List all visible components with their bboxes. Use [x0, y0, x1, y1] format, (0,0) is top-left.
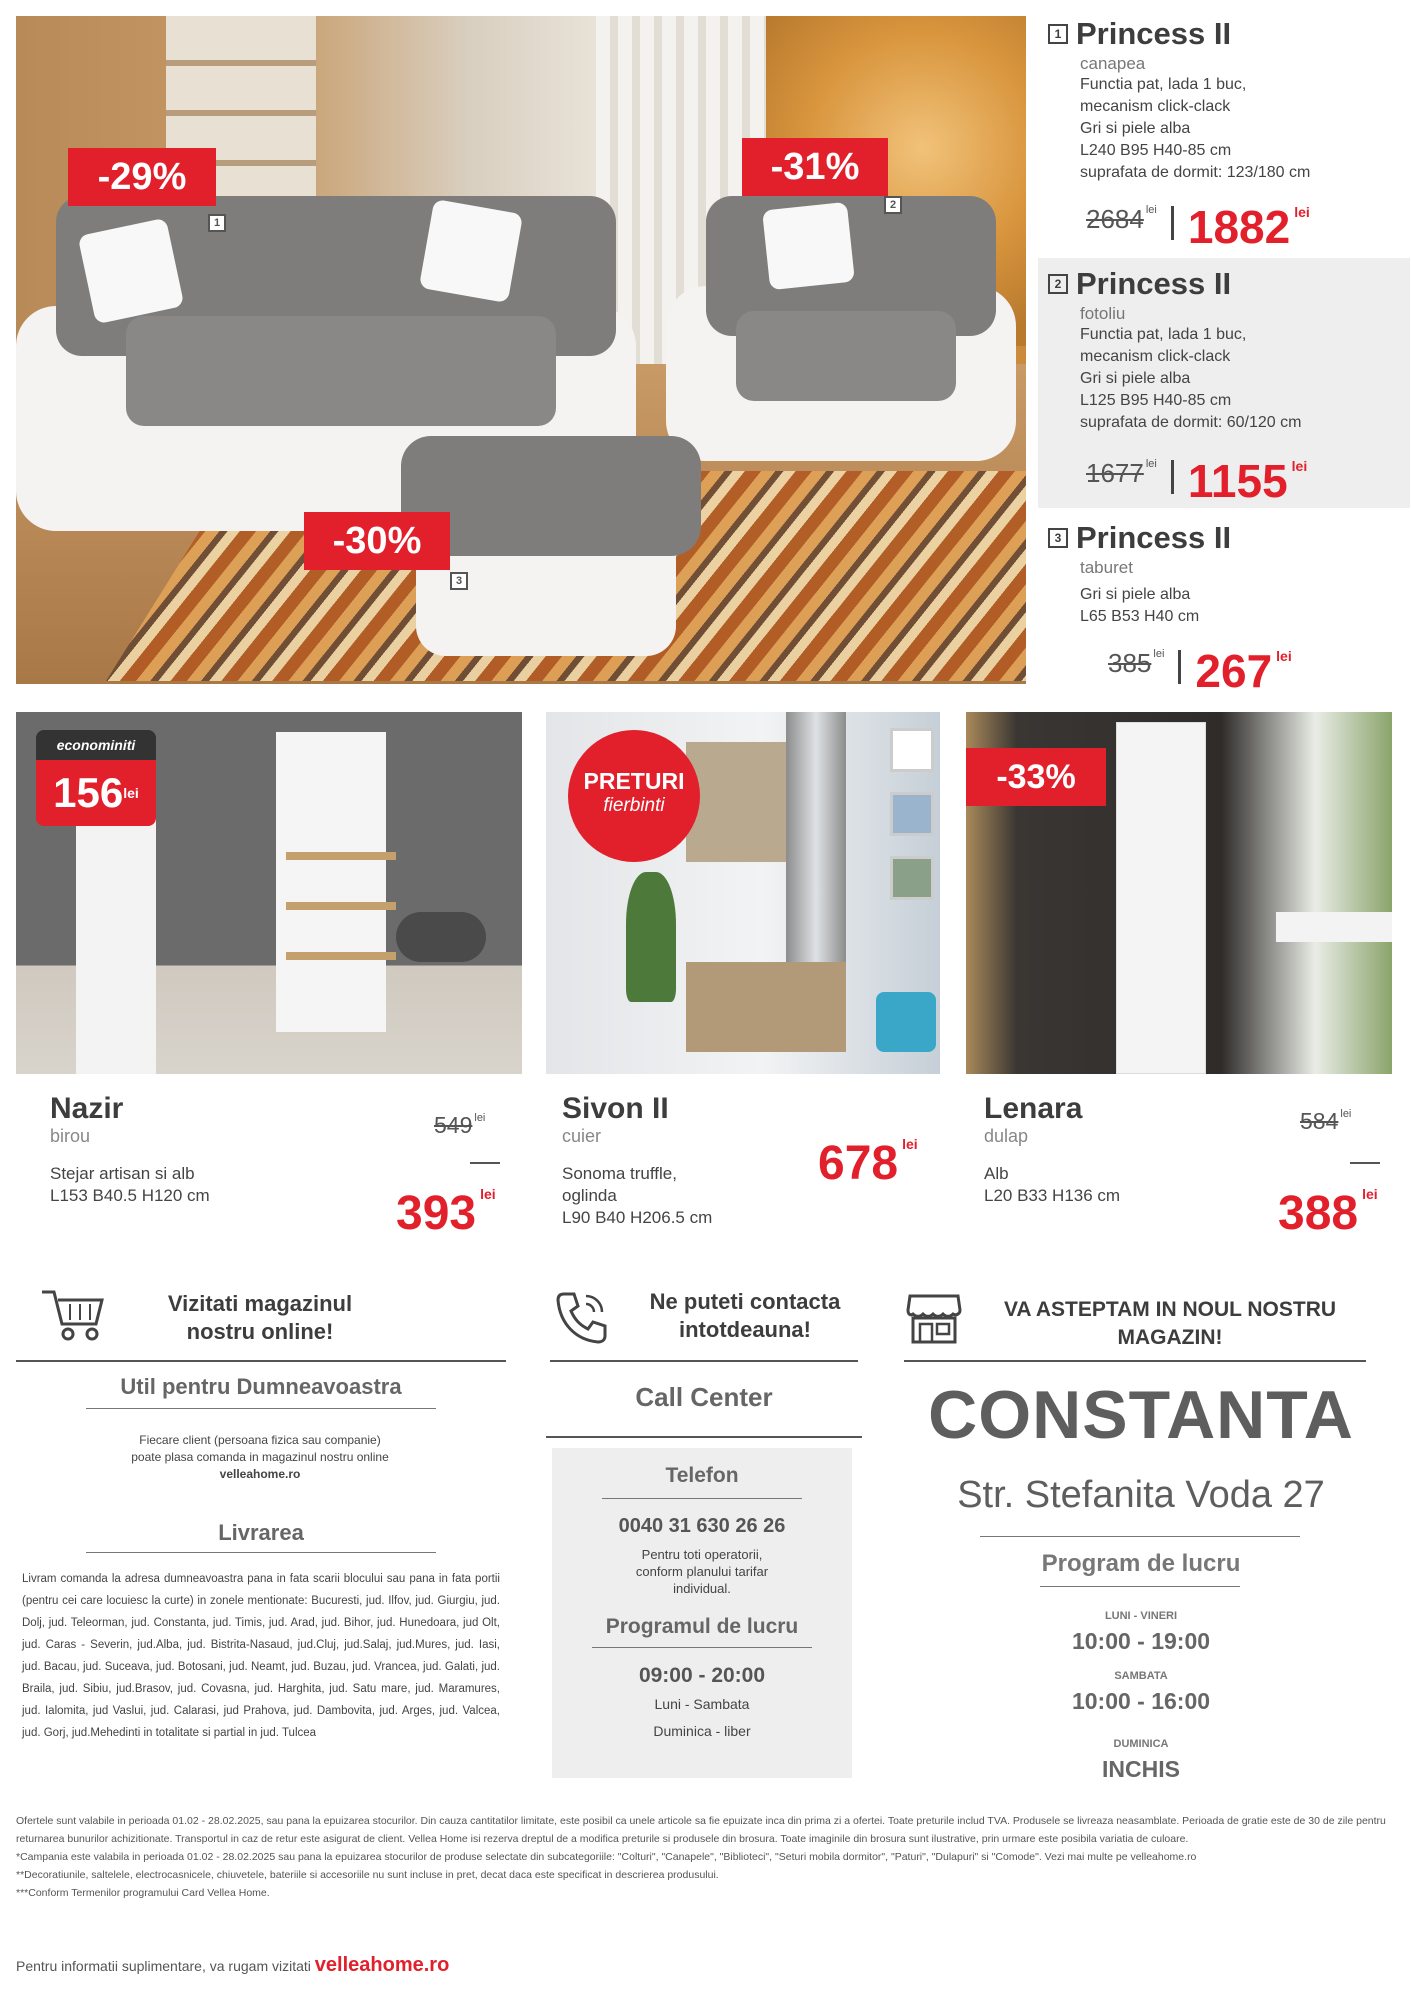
product-lenara — [984, 1092, 1394, 1242]
divider — [980, 1536, 1300, 1537]
price-dash — [470, 1162, 500, 1164]
plant — [626, 872, 676, 1002]
store-program-title: Program de lucru — [1041, 1550, 1241, 1577]
livrare-title: Livrarea — [218, 1520, 304, 1545]
legal-text — [16, 1812, 1396, 1902]
divider — [86, 1408, 436, 1409]
sunday-label: DUMINICA — [1113, 1738, 1169, 1750]
product-number: 1 — [1048, 24, 1068, 44]
program-sunday: Duminica - liber — [653, 1723, 751, 1739]
product-name: Sivon II — [562, 1092, 669, 1125]
desc-line: L240 B95 H40-85 cm — [1080, 142, 1232, 159]
product-type: taburet — [1080, 558, 1133, 577]
desk-leg — [76, 812, 156, 1074]
new-price: 393 — [396, 1187, 477, 1240]
chair — [396, 912, 486, 962]
desk — [1276, 912, 1392, 942]
contact-title-line2: intotdeauna! — [679, 1317, 811, 1342]
footer — [16, 1954, 449, 1977]
telefon-label: Telefon — [665, 1464, 739, 1487]
econominiti-badge — [36, 730, 156, 842]
divider — [16, 1360, 506, 1362]
desc-line: Sonoma truffle, — [562, 1164, 677, 1183]
product-type: fotoliu — [1080, 304, 1126, 323]
desc-line: mecanism click-clack — [1080, 98, 1231, 115]
discount-badge-ottoman: -30% — [304, 512, 450, 570]
divider — [592, 1647, 812, 1648]
desc-line: oglinda — [562, 1186, 617, 1205]
sofa-pillow-left — [78, 218, 185, 325]
desc-line: L153 B40.5 H120 cm — [50, 1186, 210, 1205]
desc-line: suprafata de dormit: 60/120 cm — [1080, 414, 1302, 431]
call-center-box — [552, 1448, 852, 1778]
footer-text: Pentru informatii suplimentare, va rugam vizitati — [16, 1958, 311, 1974]
desc-line: L65 B53 H40 cm — [1080, 608, 1200, 625]
pouf — [876, 992, 936, 1052]
discount-badge-armchair: -31% — [742, 138, 888, 196]
hero-tag-1: 1 — [208, 214, 226, 232]
product-desc — [1080, 74, 1410, 184]
product-block-canapea — [1038, 16, 1410, 253]
store-title — [980, 1296, 1360, 1352]
hot-badge-line1: PRETURI — [583, 768, 685, 794]
product-name: Princess II — [1076, 266, 1232, 301]
currency-old: lei — [1340, 1108, 1352, 1120]
store-title-line1: VA ASTEPTAM IN NOUL NOSTRU — [1003, 1298, 1337, 1321]
telefon-note — [552, 1546, 852, 1597]
currency-new: lei — [1291, 458, 1308, 474]
price-separator — [1178, 650, 1181, 684]
util-line: poate plasa comanda in magazinul nostru online — [131, 1450, 389, 1464]
discount-badge-sofa: -29% — [68, 148, 216, 206]
old-price-wrap — [1300, 1108, 1351, 1135]
call-center-title: Call Center — [635, 1382, 773, 1412]
cabinet — [1116, 722, 1206, 1074]
new-price-wrap — [1278, 1186, 1378, 1241]
price-separator — [1171, 460, 1174, 494]
store-icon — [906, 1292, 962, 1351]
product-name: Nazir — [50, 1092, 124, 1125]
badge-price — [36, 760, 156, 826]
telefon-number[interactable]: 0040 31 630 26 26 — [618, 1515, 786, 1537]
weekdays-hours: 10:00 - 19:00 — [1071, 1628, 1211, 1654]
saturday-hours: 10:00 - 16:00 — [1071, 1688, 1211, 1714]
program-hours: 09:00 - 20:00 — [638, 1664, 766, 1687]
badge-label: econominiti — [36, 730, 156, 760]
currency-new: lei — [1294, 204, 1310, 220]
badge-currency: lei — [123, 785, 139, 801]
desc-line: Alb — [984, 1164, 1009, 1183]
store-street: Str. Stefanita Voda 27 — [957, 1474, 1325, 1516]
legal-line: Ofertele sunt valabile in perioada 01.02 - 28.02.2025, sau pana la epuizarea stocurilor. Din cauza cantitatilor limitate, este posibil ca unele articole sa fie epuizate inca din prima zi a ofertei. Toate preturile includ TVA. Produsele se livreaza neasamblate. Perioada de gratie este de 30 de zile pentru returnarea bunurilor achizitionate. Transportul in caz de retur este asigurat de client. Vellea Home isi rezerva dreptul de a modifica preturile si produsele din brosura. Toate imaginile din brosura sunt ilustrative, prin urmare este posibila variatia de culoare. — [16, 1815, 1386, 1845]
divider — [86, 1552, 436, 1553]
old-price: 1677 — [1086, 458, 1144, 488]
old-price: 385 — [1108, 648, 1152, 678]
product-title — [1048, 16, 1410, 52]
store-title-line2: MAGAZIN! — [1117, 1326, 1223, 1349]
desc-line: Stejar artisan si alb — [50, 1164, 195, 1183]
product-block-fotoliu — [1038, 258, 1410, 508]
product-desc — [1080, 584, 1410, 628]
hot-badge-line2: fierbinti — [603, 795, 665, 816]
weekdays-label: LUNI - VINERI — [1104, 1610, 1178, 1622]
wall-art-3 — [890, 856, 934, 900]
divider — [602, 1498, 802, 1499]
wall-art-2 — [890, 792, 934, 836]
old-price: 584 — [1300, 1108, 1339, 1134]
desc-line: Functia pat, lada 1 buc, — [1080, 76, 1247, 93]
currency-new: lei — [480, 1186, 496, 1202]
hot-prices-badge — [568, 730, 700, 862]
sofa-seat — [126, 316, 556, 426]
currency-new: lei — [902, 1136, 918, 1152]
desc-line: mecanism click-clack — [1080, 348, 1231, 365]
product-name: Princess II — [1076, 520, 1232, 555]
divider — [546, 1436, 862, 1438]
currency-old: lei — [474, 1112, 486, 1124]
product-title — [1048, 520, 1410, 556]
online-title-line1: Vizitati magazinul — [167, 1291, 353, 1316]
util-link[interactable]: velleahome.ro — [219, 1467, 301, 1481]
legal-line: ***Conform Termenilor programului Card Vellea Home. — [16, 1887, 270, 1899]
price-line — [1086, 201, 1310, 253]
currency-old: lei — [1153, 648, 1165, 660]
new-price: 388 — [1278, 1187, 1359, 1240]
shoe-cabinet — [686, 962, 846, 1052]
badge-price-value: 156 — [53, 769, 124, 816]
price-line — [1108, 645, 1292, 697]
discount-badge-lenara: -33% — [966, 748, 1106, 806]
divider — [1040, 1586, 1240, 1587]
telefon-note-line: individual. — [673, 1581, 731, 1596]
product-title — [1048, 266, 1410, 302]
program-days: Luni - Sambata — [654, 1696, 750, 1712]
phone-icon — [552, 1288, 612, 1351]
divider — [904, 1360, 1366, 1362]
contact-title-line1: Ne puteti contacta — [649, 1289, 841, 1314]
divider — [550, 1360, 858, 1362]
hero-tag-3: 3 — [450, 572, 468, 590]
price-line — [1086, 455, 1308, 507]
saturday-label: SAMBATA — [1114, 1670, 1168, 1682]
telefon-note-line: conform planului tarifar — [635, 1564, 769, 1579]
old-price-wrap — [434, 1112, 485, 1139]
util-line: Fiecare client (persoana fizica sau companie) — [139, 1433, 381, 1447]
desc-line: suprafata de dormit: 123/180 cm — [1080, 164, 1311, 181]
photo-sivon — [546, 712, 940, 1074]
product-name: Princess II — [1076, 16, 1232, 51]
price-dash — [1350, 1162, 1380, 1164]
armchair-pillow — [762, 202, 855, 290]
currency-new: lei — [1276, 648, 1292, 664]
product-desc — [1080, 324, 1410, 434]
new-price: 1155 — [1187, 455, 1288, 507]
legal-line: *Campania este valabila in perioada 01.02 - 28.02.2025 sau pana la epuizarea stocurilor de produse selectate din subcategoriile: "Colturi", "Canapele", "Biblioteci", "Seturi mobila dormitor", "Paturi", "Dulapuri" si "Comode". Vezi mai multe pe velleahome.ro — [16, 1851, 1197, 1863]
photo-nazir — [16, 712, 522, 1074]
footer-link[interactable]: velleahome.ro — [314, 1954, 450, 1976]
new-price: 267 — [1195, 645, 1273, 697]
sunday-hours: INCHIS — [1102, 1756, 1180, 1782]
price-separator — [1171, 206, 1174, 240]
new-price-wrap — [396, 1186, 496, 1241]
store-city: CONSTANTA — [928, 1377, 1354, 1453]
desc-line: Functia pat, lada 1 buc, — [1080, 326, 1247, 343]
currency-old: lei — [1145, 458, 1157, 470]
desc-line: L20 B33 H136 cm — [984, 1186, 1121, 1205]
sofa-pillow-right — [419, 199, 523, 303]
product-sivon — [562, 1092, 942, 1252]
program-title: Programul de lucru — [605, 1615, 799, 1638]
wall-art-1 — [890, 728, 934, 772]
online-store-title — [120, 1290, 400, 1346]
currency-old: lei — [1145, 204, 1157, 216]
product-number: 3 — [1048, 528, 1068, 548]
contact-title — [620, 1288, 870, 1344]
shelves — [286, 852, 396, 982]
util-text — [40, 1432, 480, 1483]
new-price-wrap — [818, 1136, 918, 1191]
coat-panel — [686, 742, 786, 862]
desc-line: Gri si piele alba — [1080, 586, 1191, 603]
product-type: cuier — [562, 1126, 602, 1146]
photo-lenara — [966, 712, 1392, 1074]
desc-line: Gri si piele alba — [1080, 120, 1191, 137]
desc-line: Gri si piele alba — [1080, 370, 1191, 387]
new-price: 1882 — [1187, 201, 1291, 253]
hero-image — [16, 16, 1026, 684]
old-price: 549 — [434, 1112, 473, 1138]
currency-new: lei — [1362, 1186, 1378, 1202]
online-title-line2: nostru online! — [186, 1319, 334, 1344]
new-price: 678 — [818, 1137, 899, 1190]
old-price: 2684 — [1086, 204, 1144, 234]
product-nazir — [50, 1092, 520, 1242]
cart-icon — [40, 1286, 106, 1349]
util-title: Util pentru Dumneavoastra — [120, 1374, 402, 1399]
product-name: Lenara — [984, 1092, 1083, 1125]
livrare-text: Livram comanda la adresa dumneavoastra pana in fata scarii blocului sau pana in fata portii (pentru cei care locuiesc la curte) in zonele mentionate: Bucuresti, jud. Ilfov, jud. Giurgiu, jud. Dolj, jud. Teleorman, jud. Constanta, jud. Timis, jud. Arad, jud. Bihor, jud. Hunedoara, jud Olt, jud. Caras - Severin, jud.Alba, jud. Bistrita-Nasaud, jud.Cluj, jud.Salaj, jud.Mures, jud. Iasi, jud. Bacau, jud. Suceava, jud. Botosani, jud. Neamt, jud. Buzau, jud. Vrancea, jud. Galati, jud. Braila, jud. Sibiu, jud.Brasov, jud. Covasna, jud. Harghita, jud. Satu mare, jud. Maramures, jud. Ialomita, jud Vaslui, jud. Calarasi, jud Prahova, jud. Dambovita, jud. Arges, jud. Valcea, jud. Gorj, jud.Mehedinti in totalitate si partial in jud. Tulcea — [22, 1573, 500, 1739]
hero-tag-2: 2 — [884, 196, 902, 214]
armchair-seat — [736, 311, 956, 401]
product-type: canapea — [1080, 54, 1146, 73]
product-number: 2 — [1048, 274, 1068, 294]
product-block-taburet — [1038, 520, 1410, 697]
desc-line: L90 B40 H206.5 cm — [562, 1208, 713, 1227]
product-type: dulap — [984, 1126, 1029, 1146]
legal-line: **Decoratiunile, saltelele, electrocasnicele, chiuvetele, bateriile si accesoriile nu sunt incluse in pret, decat daca este specificat in descrierea produsului. — [16, 1869, 719, 1881]
product-type: birou — [50, 1126, 91, 1146]
telefon-note-line: Pentru toti operatorii, — [641, 1547, 763, 1562]
desc-line: L125 B95 H40-85 cm — [1080, 392, 1232, 409]
